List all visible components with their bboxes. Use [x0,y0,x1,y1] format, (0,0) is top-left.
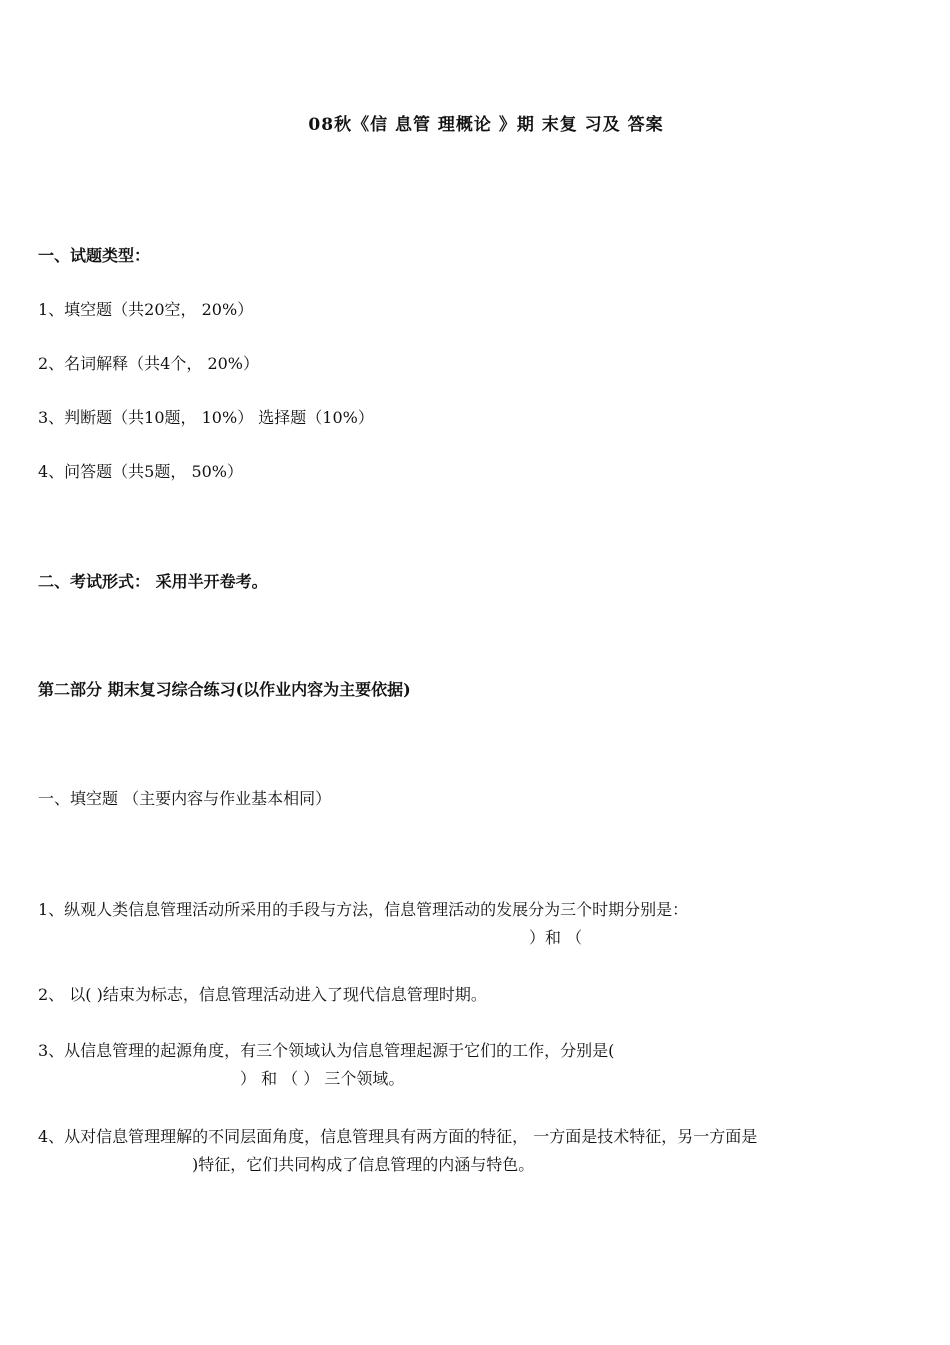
section-heading-question-types: 一、试题类型： [38,246,151,265]
question-4-line-1: 4、从对信息管理理解的不同层面角度，信息管理具有两方面的特征， 一方面是技术特征，另一方面是 [38,1127,758,1146]
question-1-line-1: 1、纵观人类信息管理活动所采用的手段与方法，信息管理活动的发展分为三个时期分别是： [38,900,689,919]
question-type-item: 3、判断题（共10题， 10%） 选择题（10%） [38,408,374,427]
part-two-heading: 第二部分 期末复习综合练习(以作业内容为主要依据) [38,680,411,699]
question-type-item: 1、填空题（共20空， 20%） [38,300,254,319]
question-3-line-1: 3、从信息管理的起源角度，有三个领域认为信息管理起源于它们的工作，分别是( [38,1041,615,1060]
question-4-line-2: )特征，它们共同构成了信息管理的内涵与特色。 [192,1155,535,1174]
question-type-item: 2、名词解释（共4个， 20%） [38,354,260,373]
fill-blank-subheading: 一、填空题 （主要内容与作业基本相同） [38,789,332,808]
question-2-line-1: 2、 以( )结束为标志，信息管理活动进入了现代信息管理时期。 [38,985,487,1004]
section-heading-exam-format: 二、考试形式： 采用半开卷考。 [38,572,268,591]
document-title: 08秋《信 息管 理概论 》期 末复 习及 答案 [308,115,664,135]
question-3-line-2: ） 和 （ ） 三个领域。 [240,1069,405,1088]
question-type-item: 4、问答题（共5题， 50%） [38,462,244,481]
question-1-line-2: ）和 （ [529,928,583,947]
